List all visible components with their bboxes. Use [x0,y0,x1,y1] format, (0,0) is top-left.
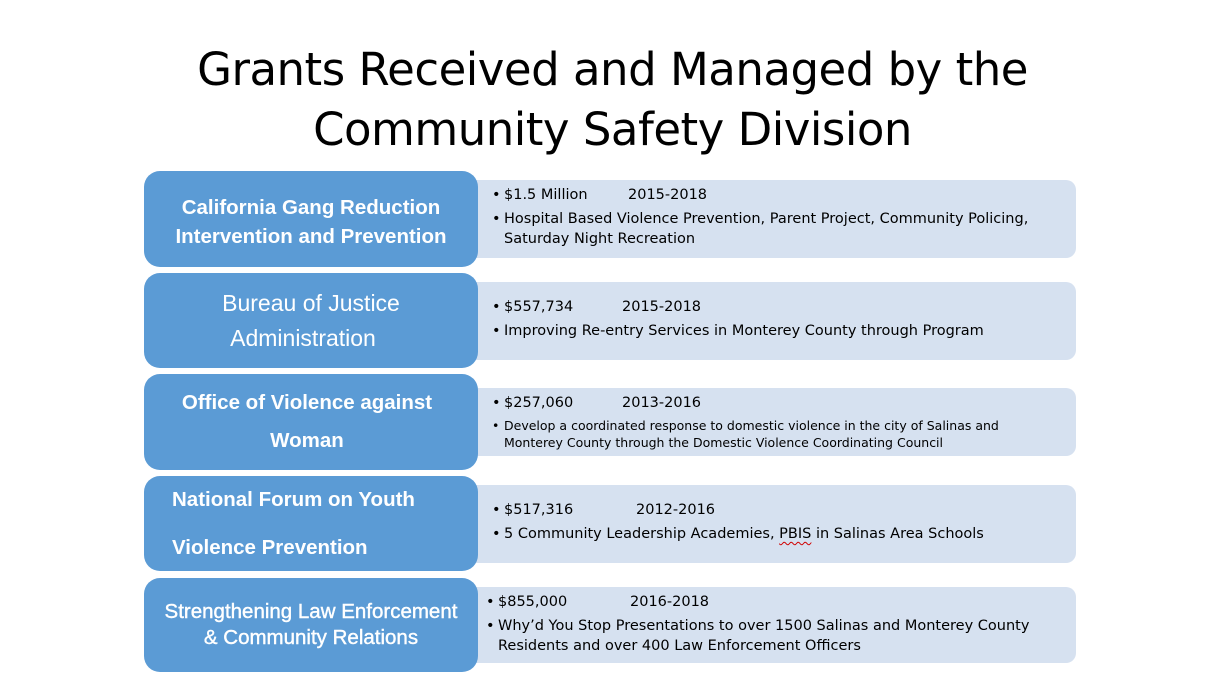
grant-label-line-1: National Forum on Youth [172,487,415,511]
grant-label-box [144,578,478,672]
grant-description-pre: 5 Community Leadership Academies, [504,526,780,542]
grant-years: 2012-2016 [636,502,716,518]
grant-row-nfyvp [144,476,1076,571]
title-line-2: Community Safety Division [313,103,912,156]
grant-description [504,524,1076,544]
grant-detail-box [464,485,1076,563]
grant-years: 2013-2016 [622,395,702,411]
grant-amount: $855,000 [498,594,568,610]
grant-label-line-2: Intervention and Prevention [175,225,447,248]
grant-amount-line [498,592,1076,612]
grant-years: 2016-2018 [630,594,710,610]
grant-description: • Why’d You Stop Presentations to over 1500 Salinas and Monterey County Residents and over 400 Law Enforcement Officers [498,616,1068,656]
grant-label-line-1: Bureau of Justice [222,289,400,316]
grant-label-line-2: & Community Relations [203,626,419,649]
grant-label-line-1: California Gang Reduction [181,196,441,219]
grant-label-box [144,476,478,571]
grant-label-line-2: Administration [230,324,376,351]
grant-description: • Improving Re-entry Services in Monterey County through Program [504,321,1076,341]
grant-amount-line [504,185,1076,205]
grant-row-slecr [144,578,1076,672]
grant-row-bja [144,273,1076,368]
grant-amount: $257,060 [504,395,574,411]
grant-description-post: in Salinas Area Schools [811,526,984,542]
grant-years: 2015-2018 [628,187,708,203]
grant-label-line-1: Strengthening Law Enforcement [164,600,458,623]
grant-detail-box [464,388,1076,456]
grant-amount-line [504,500,1076,520]
grant-label-box [144,273,478,368]
grant-description: • Hospital Based Violence Prevention, Parent Project, Community Policing, Saturday Night Recreation [504,209,1064,249]
grant-label-box [144,171,478,267]
grant-detail-box [464,587,1076,663]
grant-amount-line [504,393,1076,413]
grant-label-box [144,374,478,470]
page-title [0,40,1215,160]
grant-label-line-2: Woman [270,429,344,452]
grant-label-line-1: Office of Violence against [181,391,433,414]
grant-description: • Develop a coordinated response to domestic violence in the city of Salinas and Monterey County through the Domestic Violence Coordinating Council [504,417,1034,451]
grant-row-ovw [144,374,1076,470]
grant-years: 2015-2018 [622,299,702,315]
grant-label-line-2: Violence Prevention [172,535,368,559]
grant-amount: $557,734 [504,299,574,315]
grant-detail-box [464,282,1076,360]
grant-detail-box [464,180,1076,258]
spellcheck-underlined-word: PBIS [779,526,812,542]
grant-row-cal-grip [144,171,1076,267]
grant-amount: $1.5 Million [504,187,588,203]
title-line-1: Grants Received and Managed by the [197,43,1028,96]
grant-amount: $517,316 [504,502,574,518]
grant-amount-line [504,297,1076,317]
